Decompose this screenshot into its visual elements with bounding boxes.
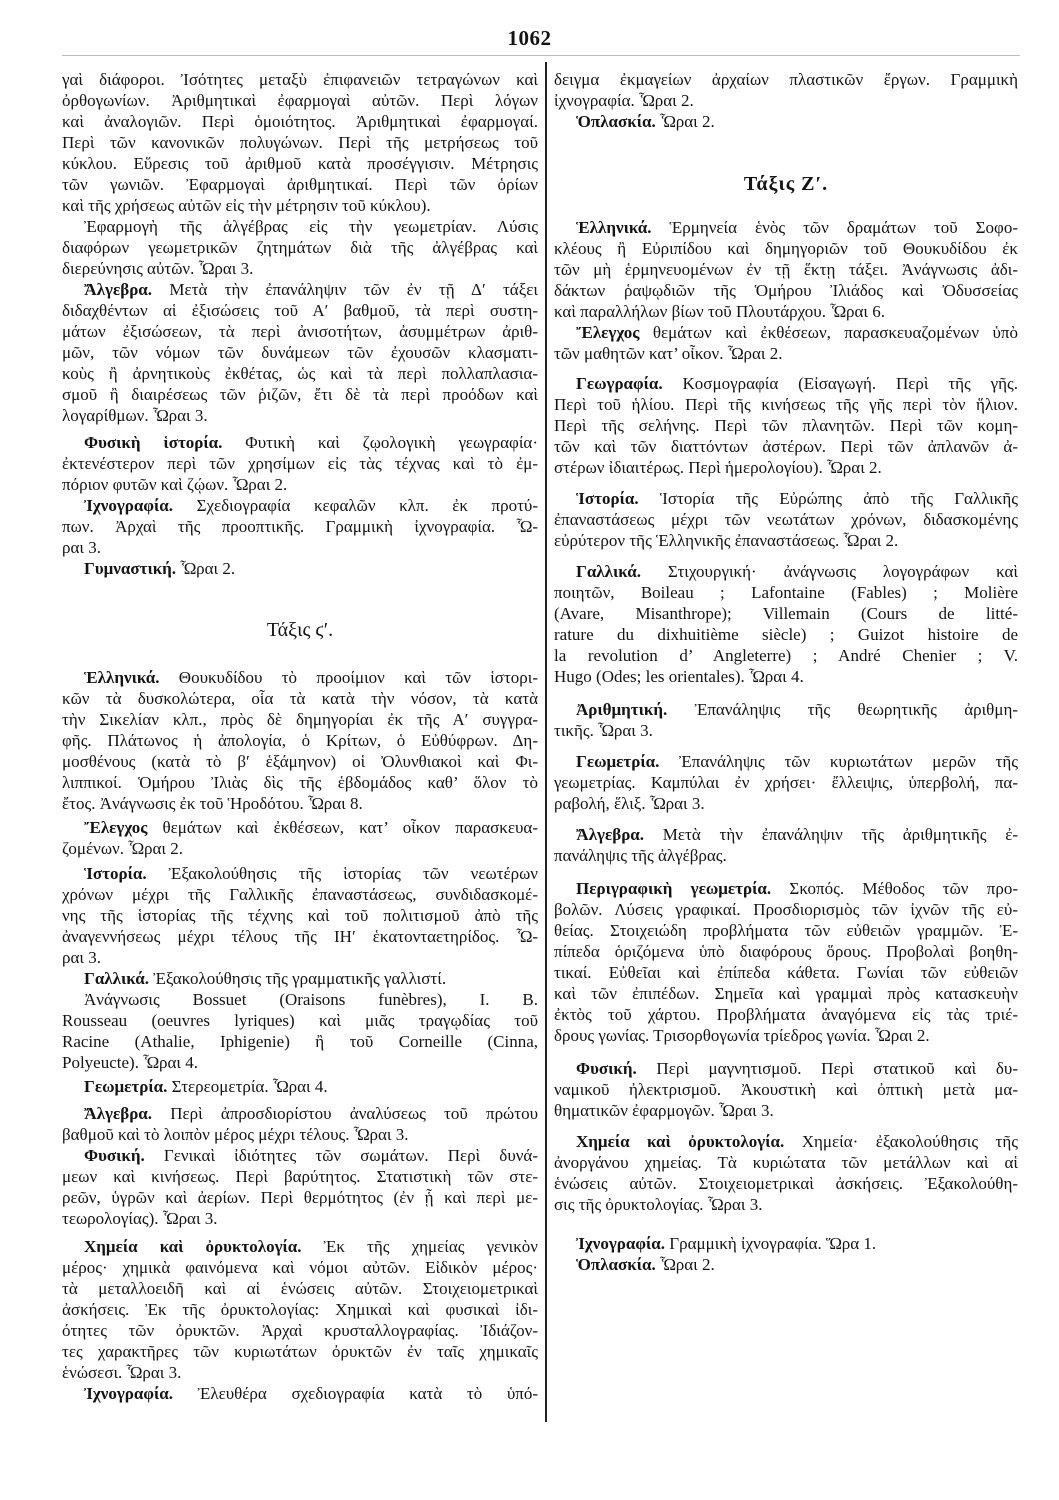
subject-heading: Χημεία καὶ ὀρυκτολογία. (576, 1132, 785, 1151)
line-text: τὴν Σικελίαν κλπ., πρὸς δὲ δημηγορίαι ἐκ τῆς Α′ συγγρα- (62, 710, 538, 729)
line-text: κύκλου. Εὕρεσις τοῦ ἀριθμοῦ κατὰ προσέγγισιν. Μέτρησις (62, 154, 538, 173)
text-line (554, 343, 1018, 364)
text-line (62, 1031, 538, 1052)
line-text: Ἑρμηνεία ἑνὸς τῶν δραμάτων τοῦ Σοφο- (651, 218, 1018, 237)
subject-heading: Ἑλληνικά. (576, 218, 652, 237)
line-text: γεωμετρίας. Καμπύλαι ἐν χρήσει· ἔλλειψις, ὑπερβολή, πα- (554, 773, 1018, 792)
line-text: ρεῶν, ὑγρῶν καὶ ἀερίων. Περὶ θερμότητος (ἐν ᾗ καὶ περὶ με- (62, 1188, 538, 1207)
text-line (62, 1145, 538, 1166)
line-text: la revolution d’ Angleterre) ; André Chenier ; V. (554, 646, 1018, 665)
line-text: πίπεδα ὁριζόμενα ὑπὸ διαφόρους ὅρους. Προβολαὶ βοηθη- (554, 942, 1018, 961)
line-text: τῶν γωνιῶν. Ἐφαρμογαὶ ἀριθμητικαί. Περὶ τῶν ὁρίων (62, 175, 538, 194)
line-text: ναμικοῦ ἠλεκτρισμοῦ. Ἀκουστικὴ καὶ ὀπτικὴ μετὰ μα- (554, 1080, 1018, 1099)
subject-heading: Ἑλληνικά. (84, 668, 160, 687)
text-line (554, 962, 1018, 983)
paragraph (554, 111, 1018, 132)
line-text: νης τῆς ἱστορίας τῆς τέχνης καὶ τοῦ πολιτισμοῦ ἀπὸ τῆς (62, 906, 538, 925)
line-text: rature du dixhuitième siècle) ; Guizot histoire de (554, 625, 1018, 644)
line-text: θεμάτων καὶ ἐκθέσεων, παρασκευαζομένων ὑπὸ (639, 323, 1018, 342)
text-line (554, 1058, 1018, 1079)
right-column (554, 69, 1018, 1275)
text-line (62, 1383, 538, 1404)
text-line (62, 516, 538, 537)
line-text: Περὶ τοῦ ἡλίου. Περὶ τῆς κινήσεως τῆς γῆς περὶ τὸν ἥλιον. (554, 395, 1018, 414)
line-text: Περὶ μαγνητισμοῦ. Περὶ στατικοῦ καὶ δυ- (636, 1059, 1018, 1078)
line-text: Ὧραι 2. (655, 112, 715, 131)
line-text: Στιχουργική· ἀνάγνωσις λογογράφων καὶ (640, 562, 1018, 581)
text-line (554, 920, 1018, 941)
line-text: καὶ παραλλήλων βίων τοῦ Πλουτάρχου. Ὧραι 6. (554, 302, 885, 321)
line-text: Κοσμογραφία (Εἰσαγωγή. Περὶ τῆς γῆς. (662, 374, 1018, 393)
text-line (62, 1208, 538, 1229)
text-line (554, 720, 1018, 741)
paragraph (62, 989, 538, 1073)
subject-heading: Ἰχνογραφία. (84, 1384, 174, 1403)
subject-heading: Ἔλεγχος (84, 818, 148, 837)
text-line (62, 153, 538, 174)
line-text: ἐπαναστάσεως μέχρι τῶν νεωτάτων χρόνων, διδασκομένης (554, 510, 1018, 529)
line-text: Polyeucte). Ὧραι 4. (62, 1053, 198, 1072)
text-line (554, 436, 1018, 457)
subject-heading: Περιγραφικὴ γεωμετρία. (576, 879, 772, 898)
line-text: δρους γωνίας. Τρισορθογωνία τρίεδρος γωνία. Ὧραι 2. (554, 1026, 930, 1045)
text-line (62, 1010, 538, 1031)
line-text: Περὶ τῆς σελήνης. Περὶ τῶν πλανητῶν. Περὶ τῶν κομη- (554, 416, 1018, 435)
line-text: τικῆς. Ὧραι 3. (554, 721, 653, 740)
text-line (62, 237, 538, 258)
subject-heading: Φυσική. (576, 1059, 637, 1078)
text-line (554, 941, 1018, 962)
subject-heading: Φυσική. (84, 1146, 145, 1165)
line-text: βολῶν. Λύσεις γραφικαί. Προσδιορισμὸς τῶν ἰχνῶν τῆς εὐ- (554, 900, 1018, 919)
line-text: τῶν μὴ ἑρμηνευομένων ἐν τῇ ἕκτῃ τάξει. Ἀνάγνωσις ἀδι- (554, 260, 1018, 279)
subject-heading: Ἄλγεβρα. (84, 1104, 153, 1123)
header-rule (62, 55, 1020, 56)
subject-heading: Ἀριθμητική. (576, 700, 668, 719)
line-text: κῶν τὰ δυσκολώτερα, οἷα τὰ κατὰ τὴν νόσον, τὰ κατὰ (62, 689, 538, 708)
text-line (554, 1152, 1018, 1173)
line-text: Ὧραι 2. (655, 1255, 715, 1274)
line-text: σις τῆς ὀρυκτολογίας. Ὧραι 3. (554, 1195, 763, 1214)
line-text: ποιητῶν, Boileau ; Lafontaine (Fables) ; Molière (554, 583, 1018, 602)
subject-heading: Ἄλγεβρα. (576, 825, 645, 844)
text-line (62, 884, 538, 905)
line-text: σμοῦ ἢ διαιρέσεως τῶν ῥιζῶν, ἔτι δὲ τὰ περὶ προόδων καὶ (62, 385, 538, 404)
text-line (62, 1341, 538, 1362)
paragraph (62, 1236, 538, 1383)
text-line (62, 111, 538, 132)
paragraph (554, 373, 1018, 478)
text-line (554, 699, 1018, 720)
text-line (554, 238, 1018, 259)
line-text: Ἐκ τῆς χημείας γενικὸν (301, 1237, 538, 1256)
text-line (554, 259, 1018, 280)
text-line (62, 817, 538, 838)
text-line (554, 1233, 1018, 1254)
text-line (62, 730, 538, 751)
text-line (62, 69, 538, 90)
text-line (62, 342, 538, 363)
line-text: Ὧραι 2. (176, 559, 236, 578)
subject-heading: Ὁπλασκία. (576, 1255, 656, 1274)
line-text: μεων καὶ κινήσεως. Περὶ βαρύτητος. Στατιστικὴ τῶν στε- (62, 1167, 538, 1186)
text-line (62, 1187, 538, 1208)
line-text: Μετὰ τὴν ἐπανάληψιν τῆς ἀριθμητικῆς ἐ- (644, 825, 1018, 844)
line-text: ἰχνογραφία. Ὧραι 2. (554, 91, 694, 110)
line-text: Στερεομετρία. Ὧραι 4. (167, 1077, 328, 1096)
line-text: (Avare, Misanthrope); Villemain (Cours de litté- (554, 604, 1018, 623)
line-text: ἀναγεννήσεως μέχρι τέλους τῆς ΙΗ′ ἑκατονταετηρίδος. Ὧ- (62, 927, 538, 946)
text-line (62, 432, 538, 453)
text-line (62, 279, 538, 300)
paragraph (554, 824, 1018, 866)
subject-heading: Γαλλικά. (576, 562, 641, 581)
text-line (62, 300, 538, 321)
page-number: 1062 (507, 26, 552, 50)
line-text: Ἐπανάληψις τῆς θεωρητικῆς ἀριθμη- (667, 700, 1018, 719)
line-text: Racine (Athalie, Iphigenie) ἢ τοῦ Corneille (Cinna, (62, 1032, 538, 1051)
line-text: λιππικοί. Ὁμήρου Ἰλιὰς δὶς τῆς ἑβδομάδος καθ’ ὅλον τὸ (62, 773, 538, 792)
line-text: Χημεία· ἐξακολούθησις τῆς (784, 1132, 1018, 1151)
text-line (554, 90, 1018, 111)
paragraph (62, 279, 538, 426)
text-line (62, 132, 538, 153)
paragraph (554, 1131, 1018, 1215)
text-line (62, 838, 538, 859)
subject-heading: Γαλλικά. (84, 969, 149, 988)
paragraph (62, 1103, 538, 1145)
line-text: λογαρίθμων. Ὧραι 3. (62, 406, 208, 425)
text-line (554, 983, 1018, 1004)
text-line (554, 217, 1018, 238)
line-text: Θουκυδίδου τὸ προοίμιον καὶ τῶν ἱστορι- (159, 668, 538, 687)
paragraph (554, 69, 1018, 111)
line-text: καὶ τῆς χρήσεως αὐτῶν εἰς τὴν μέτρησιν τοῦ κύκλου). (62, 196, 431, 215)
text-line (62, 1076, 538, 1097)
line-text: Rousseau (oeuvres lyriques) καὶ μιᾶς τραγῳδίας τοῦ (62, 1011, 538, 1030)
line-text: Ἐπανάληψις τῶν κυριωτάτων μερῶν τῆς (659, 752, 1018, 771)
column-divider (545, 62, 547, 1422)
line-text: καὶ ἀναλογιῶν. Περὶ ὁμοιότητος. Ἀριθμητικαὶ ἐφαρμογαί. (62, 112, 538, 131)
text-line (554, 582, 1018, 603)
paragraph (62, 863, 538, 968)
paragraph (62, 667, 538, 814)
line-text: ἐκτὸς τοῦ χάρτου. Προβλήματα ἀναγόμενα εἰς τὰς τριέ- (554, 1005, 1018, 1024)
line-text: Ἀνάγνωσις Bossuet (Oraisons funèbres), I. B. (84, 990, 538, 1009)
text-line (62, 384, 538, 405)
line-text: μέρος· χημικὰ φαινόμενα καὶ νόμοι αὐτῶν. Εἰδικὸν μέρος· (62, 1258, 538, 1277)
text-line (554, 457, 1018, 478)
paragraph (554, 488, 1018, 551)
text-line (554, 1100, 1018, 1121)
paragraph (554, 699, 1018, 741)
text-line (554, 878, 1018, 899)
paragraph (62, 495, 538, 558)
paragraph (62, 817, 538, 859)
line-text: μοσθένους (κατὰ τὸ β′ ἑξάμηνον) οἱ Ὀλυνθιακοὶ καὶ Φι- (62, 752, 538, 771)
line-text: πων. Ἀρχαὶ τῆς προοπτικῆς. Γραμμικὴ ἰχνογραφία. Ὧ- (62, 517, 538, 536)
text-line (554, 509, 1018, 530)
paragraph (554, 322, 1018, 364)
text-line (62, 793, 538, 814)
line-text: τὰ μεταλλοειδῆ καὶ αἱ ἑνώσεις αὐτῶν. Στοιχειομετρικαὶ (62, 1279, 538, 1298)
text-line (554, 845, 1018, 866)
text-line (554, 793, 1018, 814)
line-text: στέρων ἰδιαιτέρως. Περὶ ἡμερολογίου). Ὧραι 2. (554, 458, 882, 477)
text-line (62, 688, 538, 709)
text-line (554, 561, 1018, 582)
section-heading: Τάξις Ζ′. (743, 173, 829, 195)
line-text: Hugo (Odes; les orientales). Ὧραι 4. (554, 667, 804, 686)
text-line (62, 947, 538, 968)
line-text: τεωρολογίας). Ὧραι 3. (62, 1209, 218, 1228)
paragraph (62, 432, 538, 495)
text-line (62, 216, 538, 237)
line-text: ραβολή, ἕλιξ. Ὧραι 3. (554, 794, 705, 813)
text-line (554, 772, 1018, 793)
line-text: ἑνώσεις αὐτῶν. Στοιχειομετρικαὶ ἀσκήσεις. Ἐξακολούθη- (554, 1174, 1018, 1193)
line-text: τικαί. Εὐθεῖαι καὶ ἐπίπεδα κάθετα. Γωνίαι τῶν εὐθειῶν (554, 963, 1018, 982)
text-line (554, 1131, 1018, 1152)
line-text: τῶν καὶ τῶν διαττόντων ἀστέρων. Περὶ τῶν ἀπλανῶν ἀ- (554, 437, 1018, 456)
text-line (554, 603, 1018, 624)
text-line (62, 751, 538, 772)
text-line (62, 1320, 538, 1341)
subject-heading: Ἰχνογραφία. (84, 496, 174, 515)
text-line (62, 905, 538, 926)
paragraph (554, 1254, 1018, 1275)
line-text: Ἐφαρμογὴ τῆς ἀλγέβρας εἰς τὴν γεωμετρίαν. Λύσις (84, 217, 538, 236)
subject-heading: Γεωμετρία. (576, 752, 660, 771)
text-line (554, 322, 1018, 343)
line-text: Μετὰ τὴν ἐπανάληψιν τῶν ἐν τῇ Δ′ τάξει (152, 280, 538, 299)
subject-heading: Ὁπλασκία. (576, 112, 656, 131)
text-line (554, 69, 1018, 90)
text-line (554, 1079, 1018, 1100)
line-text: ὀρθογωνίων. Ἀριθμητικαὶ ἐφαρμογαὶ αὐτῶν. Περὶ λόγων (62, 91, 538, 110)
text-line (554, 1173, 1018, 1194)
line-text: ἑνώσεσι. Ὧραι 3. (62, 1363, 182, 1382)
line-text: φῆς. Πλάτωνος ἡ ἀπολογία, ὁ Κρίτων, ὁ Εὐθύφρων. Δη- (62, 731, 538, 750)
text-line (62, 258, 538, 279)
paragraph (554, 1058, 1018, 1121)
paragraph (62, 216, 538, 279)
text-line (62, 1124, 538, 1145)
line-text: Περὶ ἀπροσδιορίστου ἀναλύσεως τοῦ πρώτου (152, 1104, 538, 1123)
left-column (62, 69, 538, 1404)
text-line (62, 90, 538, 111)
text-line (62, 926, 538, 947)
text-line (554, 373, 1018, 394)
text-line (62, 363, 538, 384)
text-line (62, 1052, 538, 1073)
subject-heading: Γεωμετρία. (84, 1077, 168, 1096)
text-line (554, 301, 1018, 322)
text-line (554, 899, 1018, 920)
subject-heading: Ἱστορία. (576, 489, 639, 508)
text-line (554, 280, 1018, 301)
line-text: ζομένων. Ὧραι 2. (62, 839, 183, 858)
subject-heading: Φυσικὴ ἱστορία. (84, 433, 223, 452)
line-text: καὶ τῶν ἐπιπέδων. Σημεῖα καὶ γραμμαὶ πρὸς κατασκευὴν (554, 984, 1018, 1003)
text-line (62, 667, 538, 688)
line-text: τῶν μαθητῶν κατ’ οἶκον. Ὧραι 2. (554, 344, 783, 363)
text-line (62, 772, 538, 793)
paragraph (62, 968, 538, 989)
line-text: δειγμα ἐκμαγείων ἀρχαίων πλαστικῶν ἔργων. Γραμμικὴ (554, 70, 1018, 89)
line-text: Ἐξακολούθησις τῆς ἱστορίας τῶν νεωτέρων (146, 864, 538, 883)
line-text: Φυτικὴ καὶ ζῳολογικὴ γεωγραφία· (222, 433, 538, 452)
text-line (62, 495, 538, 516)
text-line (62, 405, 538, 426)
text-line (62, 989, 538, 1010)
text-line (62, 558, 538, 579)
line-text: γαὶ διάφοροι. Ἰσότητες μεταξὺ ἐπιφανειῶν τετραγώνων καὶ (62, 70, 538, 89)
paragraph (62, 1145, 538, 1229)
paragraph (554, 751, 1018, 814)
line-text: χρόνων μέχρι τῆς Γαλλικῆς ἐπαναστάσεως, συνδιδασκομέ- (62, 885, 538, 904)
text-line (62, 1166, 538, 1187)
text-line (554, 1004, 1018, 1025)
text-line (554, 415, 1018, 436)
text-line (62, 1362, 538, 1383)
line-text: εὐρύτερον τῆς Ἑλληνικῆς ἐπαναστάσεως. Ὧραι 2. (554, 531, 899, 550)
subject-heading: Ἱστορία. (84, 864, 147, 883)
line-text: δάκτων ῥαψῳδιῶν τῆς Ὁμήρου Ἰλιάδος καὶ Ὀδυσσείας (554, 281, 1018, 300)
text-line (554, 824, 1018, 845)
text-line (62, 195, 538, 216)
text-line (554, 1025, 1018, 1046)
paragraph (554, 1233, 1018, 1254)
text-line (62, 321, 538, 342)
text-line (62, 1236, 538, 1257)
section-heading: Τάξις ϛ′. (266, 619, 334, 641)
text-line (554, 645, 1018, 666)
line-text: πόριον φυτῶν καὶ ζῴων. Ὧραι 2. (62, 475, 288, 494)
subject-heading: Ἔλεγχος (576, 323, 640, 342)
line-text: θεμάτων καὶ ἐκθέσεων, κατ’ οἶκον παρασκευα- (147, 818, 538, 837)
line-text: θείας. Στοιχειώδη προβλήματα τῶν εὐθειῶν γραμμῶν. Ἐ- (554, 921, 1018, 940)
line-text: Γενικαὶ ἰδιότητες τῶν σωμάτων. Περὶ δυνά- (144, 1146, 538, 1165)
text-line (554, 624, 1018, 645)
text-line (62, 537, 538, 558)
subject-heading: Γυμναστική. (84, 559, 177, 578)
text-line (554, 751, 1018, 772)
line-text: ότητες τῶν ὀρυκτῶν. Ἀρχαὶ κρυσταλλογραφίας. Ἰδιάζον- (62, 1321, 538, 1340)
line-text: κοὺς ἢ ἀρνητικοὺς ἐκθέτας, ὡς καὶ τὰ περὶ πολλαπλασια- (62, 364, 538, 383)
text-line (62, 709, 538, 730)
text-line (62, 174, 538, 195)
text-line (62, 968, 538, 989)
line-text: ραι 3. (62, 948, 101, 967)
line-text: θηματικῶν ἐφαρμογῶν. Ὧραι 3. (554, 1101, 774, 1120)
line-text: τες χαρακτῆρες τῶν κυριωτάτων ὀρυκτῶν ἐν ταῖς χημικαῖς (62, 1342, 538, 1361)
text-line (62, 1103, 538, 1124)
line-text: Ἐξακολούθησις τῆς γραμματικῆς γαλλιστί. (148, 969, 447, 988)
text-line (62, 474, 538, 495)
line-text: ἀσκήσεις. Ἐκ τῆς ὀρυκτολογίας: Χημικαὶ καὶ φυσικαὶ ἰδι- (62, 1300, 538, 1319)
text-line (554, 488, 1018, 509)
line-text: πανάληψις τῆς ἀλγέβρας. (554, 846, 727, 865)
line-text: ἀνοργάνου χημείας. Τὰ κυριώτατα τῶν μετάλλων καὶ αἱ (554, 1153, 1018, 1172)
line-text: διαφόρων γεωμετρικῶν ζητημάτων διὰ τῆς ἀλγέβρας καὶ (62, 238, 538, 257)
line-text: μῶν, τῶν νόμων τῶν δυνάμεων τῶν ἐχουσῶν κλασματι- (62, 343, 538, 362)
text-line (554, 1254, 1018, 1275)
paragraph (62, 1076, 538, 1097)
paragraph (62, 558, 538, 579)
paragraph (554, 561, 1018, 687)
text-line (554, 1194, 1018, 1215)
text-line (554, 111, 1018, 132)
text-line (62, 1257, 538, 1278)
line-text: διδαχθέντων αἱ ἐξισώσεις τοῦ Α′ βαθμοῦ, τὰ περὶ συστη- (62, 301, 538, 320)
text-line (554, 666, 1018, 687)
line-text: Σχεδιογραφία κεφαλῶν κλπ. ἐκ προτύ- (173, 496, 538, 515)
paragraph (554, 217, 1018, 322)
line-text: διερεύνησις αὐτῶν. Ὧραι 3. (62, 259, 254, 278)
text-line (62, 1299, 538, 1320)
text-line (554, 394, 1018, 415)
paragraph (62, 69, 538, 216)
subject-heading: Χημεία καὶ ὀρυκτολογία. (84, 1237, 302, 1256)
line-text: Σκοπός. Μέθοδος τῶν προ- (771, 879, 1018, 898)
subject-heading: Ἄλγεβρα. (84, 280, 153, 299)
text-line (62, 863, 538, 884)
paragraph (62, 1383, 538, 1404)
line-text: Ἐλευθέρα σχεδιογραφία κατὰ τὸ ὑπό- (173, 1384, 538, 1403)
line-text: Περὶ τῶν κανονικῶν πολυγώνων. Περὶ τῆς μετρήσεως τοῦ (62, 133, 538, 152)
line-text: μάτων ἐξισώσεων, τὰ περὶ ἀνισοτήτων, ἀσυμμέτρων ἀριθ- (62, 322, 538, 341)
line-text: κλέους ἢ Εὐριπίδου καὶ δημηγοριῶν τοῦ Θουκυδίδου ἐκ (554, 239, 1018, 258)
line-text: ἐκτενέστερον περὶ τῶν χρησίμων εἰς τὰς τέχνας καὶ τὸ ἐμ- (62, 454, 538, 473)
line-text: ραι 3. (62, 538, 101, 557)
paragraph (554, 878, 1018, 1046)
line-text: Γραμμικὴ ἰχνογραφία. Ὥρα 1. (665, 1234, 877, 1253)
text-line (62, 453, 538, 474)
subject-heading: Γεωγραφία. (576, 374, 663, 393)
line-text: ἔτος. Ἀνάγνωσις ἐκ τοῦ Ἡροδότου. Ὧραι 8. (62, 794, 363, 813)
subject-heading: Ἰχνογραφία. (576, 1234, 666, 1253)
line-text: Ἱστορία τῆς Εὐρώπης ἀπὸ τῆς Γαλλικῆς (638, 489, 1018, 508)
text-line (554, 530, 1018, 551)
text-line (62, 1278, 538, 1299)
line-text: βαθμοῦ καὶ τὸ λοιπὸν μέρος μέχρι τέλους. Ὧραι 3. (62, 1125, 409, 1144)
